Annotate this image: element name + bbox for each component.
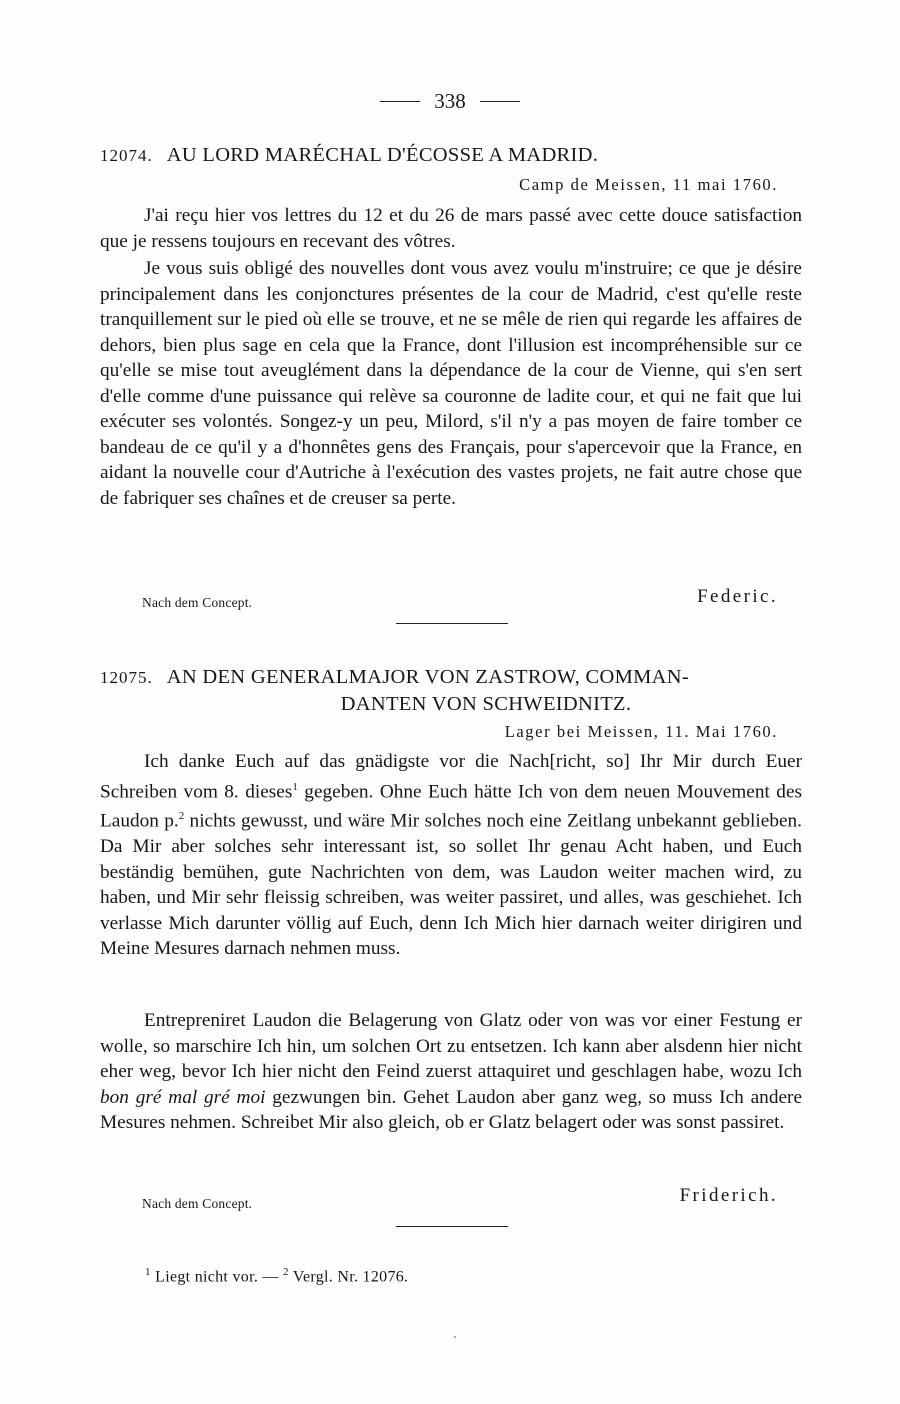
letter2-para2-part-b: gezwungen bin. Gehet Laudon aber ganz weg, so muss Ich andere Mesures nehmen. Schreibet Mir also gleich, ob er Glatz belagert oder was sonst passiret. (100, 1086, 803, 1133)
letter1-title: AU LORD MARÉCHAL D'ÉCOSSE A MADRID. (166, 144, 599, 166)
letter2-para2-part-a: Entrepreniret Laudon die Belagerung von Glatz oder von was vor einer Festung er wolle, so marschire Ich hin, um solchen Ort zu entsetzen. Ich kann aber alsdenn hier nicht eher weg, bevor Ich hier nicht den Feind zuerst attaquiret und geschlagen habe, wozu Ich (100, 1010, 802, 1082)
letter2-title-line2: DANTEN VON SCHWEIDNITZ. (340, 693, 632, 715)
letter2-source-note: Nach dem Concept. (142, 1196, 253, 1211)
footnote-1-mark: 1 (145, 1266, 151, 1278)
letter1-heading (100, 142, 802, 169)
letter2-number: 12075. (100, 668, 153, 687)
letter1-dateline: Camp de Meissen, 11 mai 1760. (519, 175, 778, 194)
letter1-paragraph-2: Je vous suis obligé des nouvelles dont vous avez voulu m'instruire; ce que je désire principalement dans les conjonctures présentes de la cour de Madrid, c'est qu'elle reste tranquillement sur le pied où elle se trouve, et ne se mêle de rien qui regarde les affaires de dehors, bien plus sage en cela que la France, dont l'illusion est incompréhensible sur ce qu'elle se mise tout aveuglément dans la dépendance de la cour de Vienne, qui s'en sert d'elle comme d'une puissance qui relève sa couronne de ladite cour, et qui ne fait que lui exécuter ses volontés. Songez-y un peu, Milord, s'il n'y a pas moyen de faire tomber ce bandeau de ce qu'il y a d'honnêtes gens des Français, pour s'apercevoir que la France, en aidant la nouvelle cour d'Autriche à l'exécution des vastes projets, ne fait autre chose que de fabriquer ses chaînes et de creuser sa perte. (100, 258, 802, 509)
letter2-para1-part-c: nichts gewusst, und wäre Mir solches noch eine Zeitlang unbekannt geblieben. Da Mir aber solches sehr interessant ist, so sollet Ihr genau Acht haben, und Euch beständig bemühen, gute Nachrichten von dem, was Laudon weiter machen wird, zu haben, und Mir sehr fleissig schreiben, was weiter passiret, und alles, was geschiehet. Ich verlasse Mich darunter völlig auf Euch, denn Ich Mich hier darnach weiter dirigiren und Meine Mesures darnach nehmen muss. (100, 810, 802, 960)
letter2-paragraph-1 (100, 749, 802, 962)
footnote-ref-1: 1 (292, 780, 298, 793)
letter2-heading (100, 664, 802, 717)
letter1-paragraph-1: J'ai reçu hier vos lettres du 12 et du 26 de mars passé avec cette douce satisfaction que je ressens toujours en recevant des vôtres. (100, 205, 802, 252)
footnotes (145, 1266, 408, 1286)
letter2-title-line1: AN DEN GENERALMAJOR VON ZASTROW, COMMAN- (166, 666, 689, 688)
page-header (0, 86, 900, 116)
letter2-dateline: Lager bei Meissen, 11. Mai 1760. (504, 722, 778, 741)
letter2-paragraph-2 (100, 1008, 802, 1136)
section-divider-2 (396, 1226, 508, 1227)
header-dash-right (480, 101, 520, 102)
letter1-number: 12074. (100, 146, 153, 165)
scan-speck (454, 1336, 456, 1338)
page-number: 338 (434, 88, 466, 113)
letter2-para2-italic: bon gré mal gré moi (100, 1086, 266, 1108)
footnote-1-text: Liegt nicht vor. — (155, 1268, 279, 1286)
letter2-para1-part-b: gegeben. Ohne Euch hätte Ich von dem neuen Mouvement des Laudon p. (100, 780, 803, 832)
letter2-para1-part-a: Ich danke Euch auf das gnädigste vor die Nach[richt, so] Ihr Mir durch Euer Schreiben vom 8. dieses (100, 751, 802, 802)
footnote-2-text: Vergl. Nr. 12076. (292, 1268, 409, 1286)
section-divider-1 (396, 623, 508, 624)
footnote-2-mark: 2 (283, 1266, 289, 1278)
letter2-signature: Friderich. (679, 1185, 778, 1206)
letter1-signature: Federic. (697, 586, 778, 607)
letter1-source-note: Nach dem Concept. (142, 595, 253, 610)
header-dash-left (380, 101, 420, 102)
footnote-ref-2: 2 (178, 810, 185, 823)
